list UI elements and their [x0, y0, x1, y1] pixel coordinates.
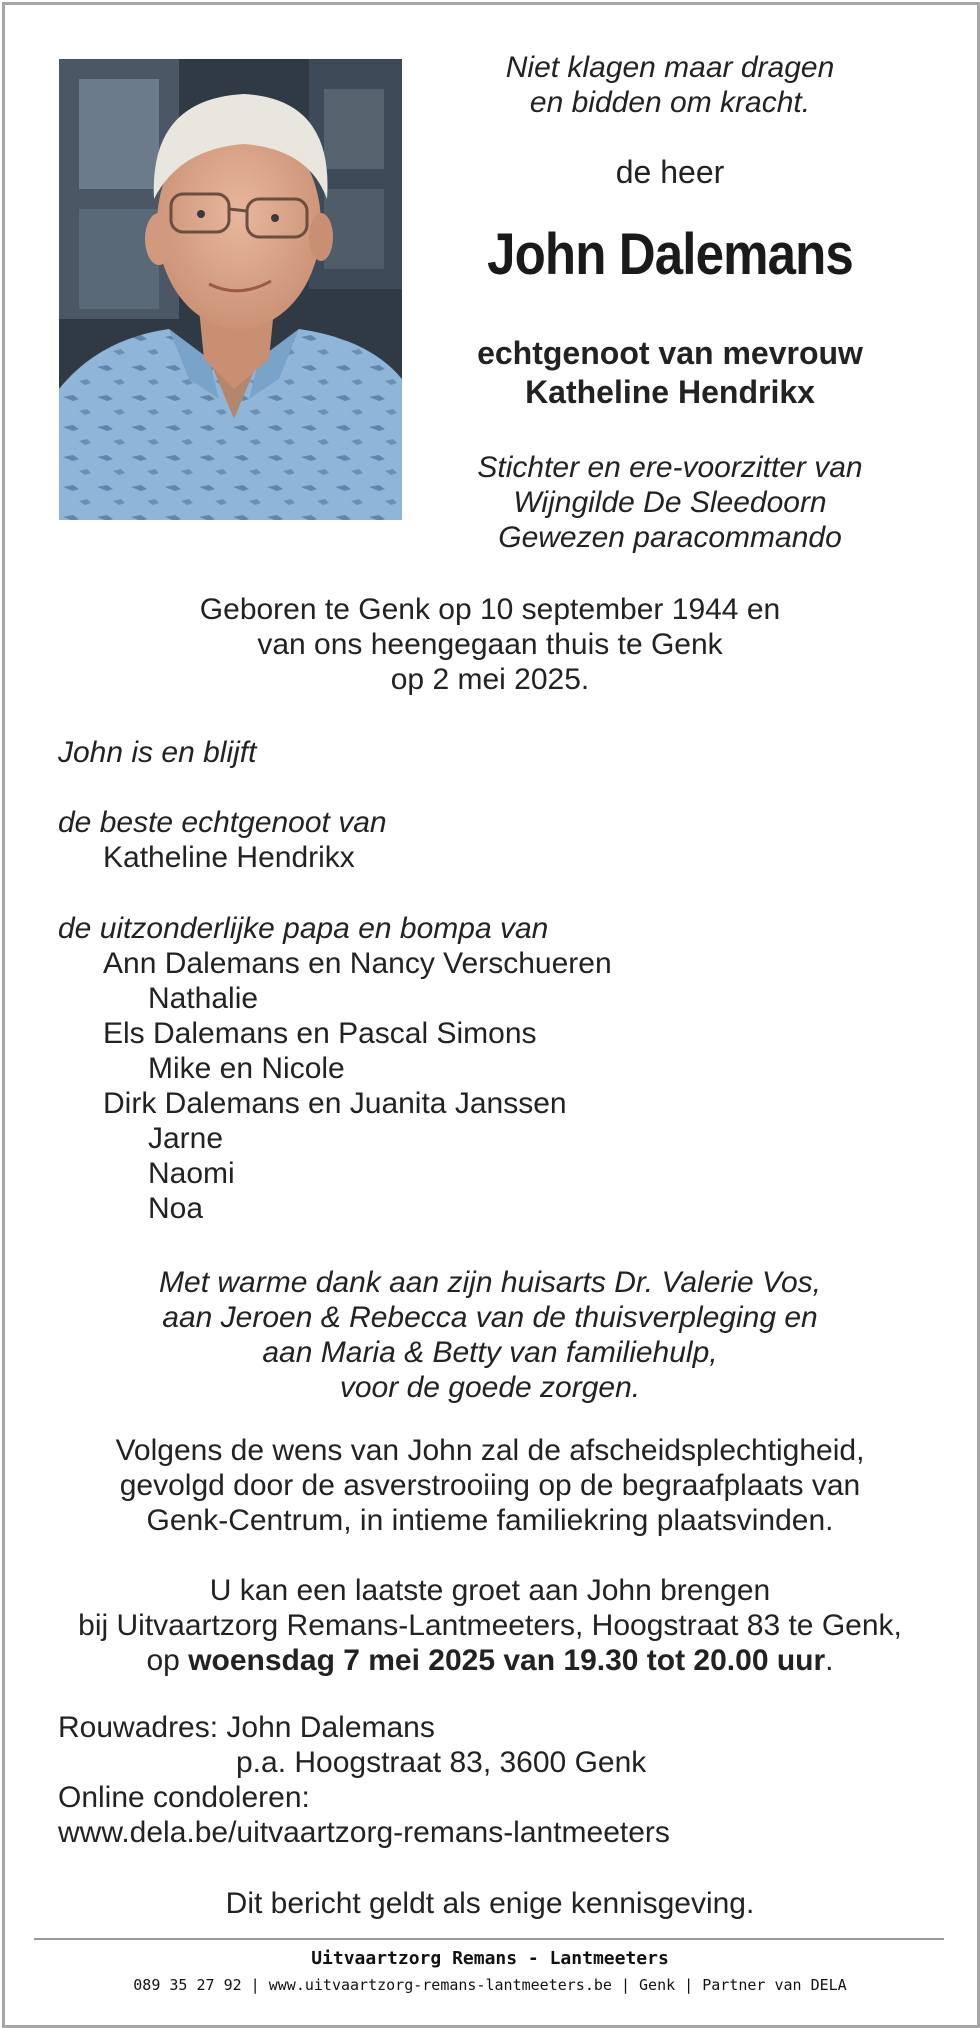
role-line: Gewezen paracommando	[498, 521, 842, 554]
family-child: Jarne	[148, 1122, 224, 1155]
remains-line: John is en blijft	[58, 736, 257, 769]
birth-death	[90, 592, 890, 697]
farewell-line: U kan een laatste groet aan John brengen	[209, 1574, 771, 1607]
thanks-line: aan Maria & Betty van familiehulp,	[262, 1336, 718, 1369]
birth-death-line: Geboren te Genk op 10 september 1944 en	[199, 593, 781, 626]
family-list	[103, 946, 612, 1226]
family-parents: Els Dalemans en Pascal Simons	[103, 1017, 537, 1050]
thanks-line: Met warme dank aan zijn huisarts Dr. Valerie Vos,	[159, 1266, 821, 1299]
ceremony-line: Genk-Centrum, in intieme familiekring plaatsvinden.	[146, 1504, 834, 1537]
ceremony-line: gevolgd door de asverstrooiing op de begraafplaats van	[119, 1469, 861, 1502]
farewell-prefix: op	[146, 1644, 189, 1677]
spouse-intro-line: echtgenoot van mevrouw	[477, 335, 863, 371]
portrait-photo	[59, 59, 402, 520]
motto-line: Niet klagen maar dragen	[505, 51, 835, 84]
family-child: Nathalie	[148, 982, 259, 1015]
birth-death-line: op 2 mei 2025.	[390, 663, 590, 696]
family-child: Mike en Nicole	[148, 1052, 345, 1085]
role-line: Wijngilde De Sleedoorn	[513, 486, 827, 519]
address-street: p.a. Hoogstraat 83, 3600 Genk	[236, 1746, 647, 1779]
thanks-line: aan Jeroen & Rebecca van de thuisverpleging en	[162, 1301, 818, 1334]
spouse-intro-name: Katheline Hendrikx	[525, 374, 815, 410]
motto-line: en bidden om kracht.	[529, 86, 811, 119]
condolence-label: Online condoleren:	[58, 1781, 310, 1814]
family-parents: Ann Dalemans en Nancy Verschueren	[103, 947, 612, 980]
farewell-suffix: .	[825, 1644, 834, 1677]
motto	[470, 50, 870, 120]
spouse-intro	[430, 334, 910, 412]
best-spouse-name: Katheline Hendrikx	[103, 841, 355, 874]
family-child: Noa	[148, 1192, 204, 1225]
footer-divider	[34, 1938, 944, 1940]
birth-death-line: van ons heengegaan thuis te Genk	[257, 628, 723, 661]
salutation: de heer	[615, 154, 725, 190]
role-line: Stichter en ere-voorzitter van	[477, 451, 863, 484]
farewell-date: woensdag 7 mei 2025 van 19.30 tot 20.00 uur	[188, 1644, 826, 1677]
footer-title: Uitvaartzorg Remans - Lantmeeters	[311, 1948, 669, 1969]
family-child: Naomi	[148, 1157, 235, 1190]
thanks	[90, 1265, 890, 1405]
ceremony	[60, 1433, 920, 1538]
farewell	[40, 1573, 940, 1678]
footer-info: 089 35 27 92 | www.uitvaartzorg-remans-lantmeeters.be | Genk | Partner van DELA	[133, 1976, 847, 1994]
roles	[450, 450, 890, 555]
address-label: Rouwadres: John Dalemans	[58, 1711, 435, 1744]
notice: Dit bericht geldt als enige kennisgeving.	[225, 1887, 755, 1920]
farewell-line: bij Uitvaartzorg Remans-Lantmeeters, Hoogstraat 83 te Genk,	[78, 1609, 902, 1642]
condolence-url[interactable]: www.dela.be/uitvaartzorg-remans-lantmeeters	[58, 1816, 670, 1849]
farewell-date-line	[40, 1643, 940, 1678]
family-intro: de uitzonderlijke papa en bompa van	[58, 912, 549, 945]
family-parents: Dirk Dalemans en Juanita Janssen	[103, 1087, 567, 1120]
ceremony-line: Volgens de wens van John zal de afscheidsplechtigheid,	[115, 1434, 865, 1467]
thanks-line: voor de goede zorgen.	[339, 1371, 641, 1404]
deceased-name: John Dalemans	[487, 222, 853, 287]
best-spouse-intro: de beste echtgenoot van	[58, 806, 387, 839]
